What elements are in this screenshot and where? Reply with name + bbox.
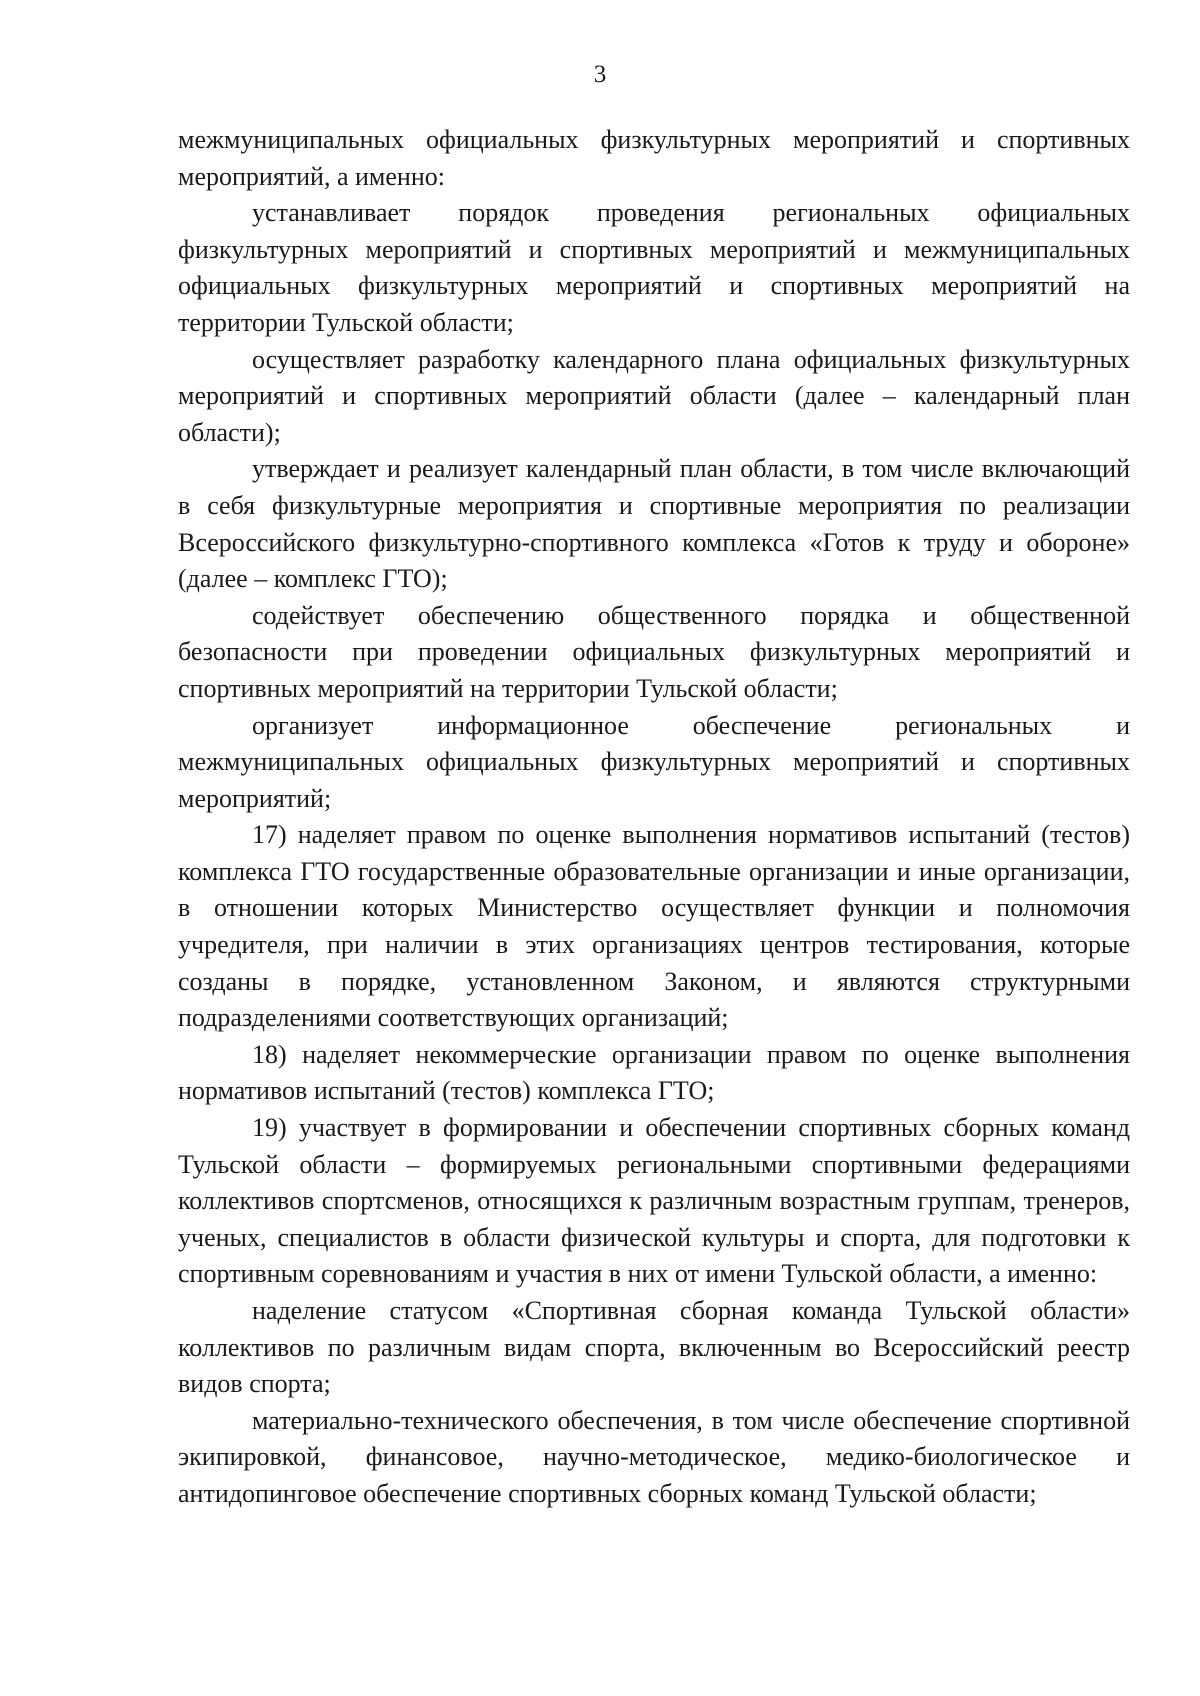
paragraph: организует информационное обеспечение региональных и межмуниципальных официальных физкультурных мероприятий и спортивных мероприятий;: [178, 710, 1130, 813]
paragraph: наделение статусом «Спортивная сборная команда Тульской области» коллективов по различным видам спорта, включенным во Всероссийский реестр видов спорта;: [178, 1296, 1130, 1399]
document-body: [178, 122, 1130, 1513]
paragraph: 18) наделяет некоммерческие организации правом по оценке выполнения нормативов испытаний (тестов) комплекса ГТО;: [178, 1039, 1130, 1106]
paragraph: устанавливает порядок проведения региональных официальных физкультурных мероприятий и спортивных мероприятий и межмуниципальных официальных физкультурных мероприятий и спортивных мероприятий на территории Тульской области;: [178, 198, 1130, 337]
paragraph: материально-технического обеспечения, в том числе обеспечение спортивной экипировкой, финансовое, научно-методическое, медико-биологическое и антидопинговое обеспечение спортивных сборных команд Тульской области;: [178, 1405, 1130, 1508]
paragraph: 19) участвует в формировании и обеспечении спортивных сборных команд Тульской области – формируемых региональными спортивными федерациями коллективов спортсменов, относящихся к различным возрастным группам, тренеров, ученых, специалистов в области физической культуры и спорта, для подготовки к спортивным соревнованиям и участия в них от имени Тульской области, а именно:: [178, 1113, 1130, 1289]
page-number: 3: [593, 61, 607, 88]
paragraph: 17) наделяет правом по оценке выполнения нормативов испытаний (тестов) комплекса ГТО государственные образовательные организации и иные организации, в отношении которых Министерство осуществляет функции и полномочия учредителя, при наличии в этих организациях центров тестирования, которые созданы в порядке, установленном Законом, и являются структурными подразделениями соответствующих организаций;: [178, 820, 1130, 1033]
paragraph: содействует обеспечению общественного порядка и общественной безопасности при проведении официальных физкультурных мероприятий и спортивных мероприятий на территории Тульской области;: [178, 600, 1130, 703]
paragraph: межмуниципальных официальных физкультурных мероприятий и спортивных мероприятий, а именно:: [178, 125, 1130, 191]
paragraph: осуществляет разработку календарного плана официальных физкультурных мероприятий и спортивных мероприятий области (далее – календарный план области);: [178, 344, 1130, 447]
paragraph: утверждает и реализует календарный план области, в том числе включающий в себя физкультурные мероприятия и спортивные мероприятия по реализации Всероссийского физкультурно-спортивного комплекса «Готов к труду и обороне» (далее – комплекс ГТО);: [178, 454, 1130, 594]
